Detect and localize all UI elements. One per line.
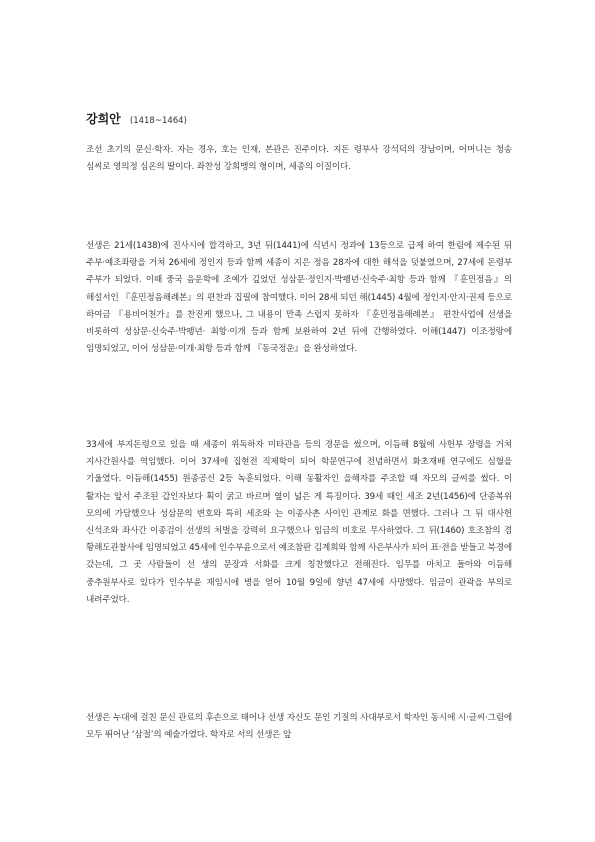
title-row bbox=[86, 108, 187, 127]
page-title: 강희안 bbox=[86, 112, 121, 126]
paragraph-later-career: 33세에 부지돈령으로 있을 때 세종이 위독하자 미타관음 등의 경문을 썼으며, 이듬해 8월에 사헌부 장령을 거쳐 지사간원사를 역임했다. 이어 37세에 집현전 직제학이 되어 학문연구에 전념하면서 화초재배 연구에도 심혈을 기울였다. 이듬해(1455) 원종공신 2등 녹훈되었다. 이해 동활자인 을해자를 주조할 때 자모의 글씨를 썼다. 이 활자는 앞서 주조된 갑인자보다 획이 굵고 바르며 옆이 넓은 게 특징이다. 39세 때인 세조 2년(1456)에 단종복위 모의에 가담했으나 성삼문의 변호와 특히 세조와 는 이종사촌 사이인 관계로 화를 면했다. 그러나 그 뒤 대사헌 신석조와 좌사간 이종검이 선생의 처벌을 강력히 요구했으나 임금의 비호로 무사하였다. 그 뒤(1460) 호조참의 겸 황해도관찰사에 임명되었고 45세에 인수부윤으로서 예조참판 김계희와 함께 사은부사가 되어 표·전을 받들고 북경에 갔는데, 그 곳 사람들이 선 생의 문장과 서화를 크게 칭찬했다고 전해진다. 임무를 마치고 돌아와 이듬해 중추원부사로 있다가 인수부윤 재임시에 병을 얻어 10월 9일에 향년 47세에 사망했다. 임금이 관곽을 부의로 내려주었다. bbox=[86, 440, 512, 605]
paragraph-legacy: 선생은 누대에 걸친 문신 관료의 후손으로 태어나 선생 자신도 문인 기질의 사대부로서 학자인 동시에 시·글씨·그림에 모두 뛰어난 ‘삼절’의 예술가였다. 학자로 서의 선생은 앞 bbox=[86, 713, 512, 741]
life-years: (1418~1464) bbox=[129, 116, 187, 126]
paragraph-early-career: 선생은 21세(1438)에 진사시에 합격하고, 3년 뒤(1441)에 식년시 정과에 13등으로 급제 하여 한림에 제수된 뒤 주부·예조좌랑을 거쳐 26세에 정인지 등과 함께 세종이 지은 정음 28자에 대한 해석을 덧붙였으며, 27세에 돈령부 주부가 되었다. 이때 중국 음운학에 조예가 깊었던 성삼문·정인지·박팽년·신숙주·최항 등과 함께 『훈민정음』의 해설서인 『훈민정음해례본』의 편찬과 집필에 참여했다. 이어 28세 되던 해(1445) 4월에 정인지·안지·권제 등으로 하여금 『용비어천가』를 찬진케 했으나, 그 내용이 만족 스럽지 못하자 『훈민정음해례본』 편찬사업에 선생을 비롯하여 성삼문·신숙주·박팽년· 최항·이개 등과 함께 보완하여 2년 뒤에 간행하였다. 이해(1447) 이조정랑에 임명되었고, 이어 성삼문·이개·최항 등과 함께 『동국정운』을 완성하였다. bbox=[86, 241, 512, 355]
paragraph-intro: 조선 초기의 문신·학자. 자는 경우, 호는 인재, 본관은 진주이다. 지돈 령부사 강석덕의 장남이며, 어머니는 청송 심씨로 영의정 심온의 딸이다. 좌찬성 강희맹의 형이며, 세종의 이질이다. bbox=[86, 145, 512, 173]
